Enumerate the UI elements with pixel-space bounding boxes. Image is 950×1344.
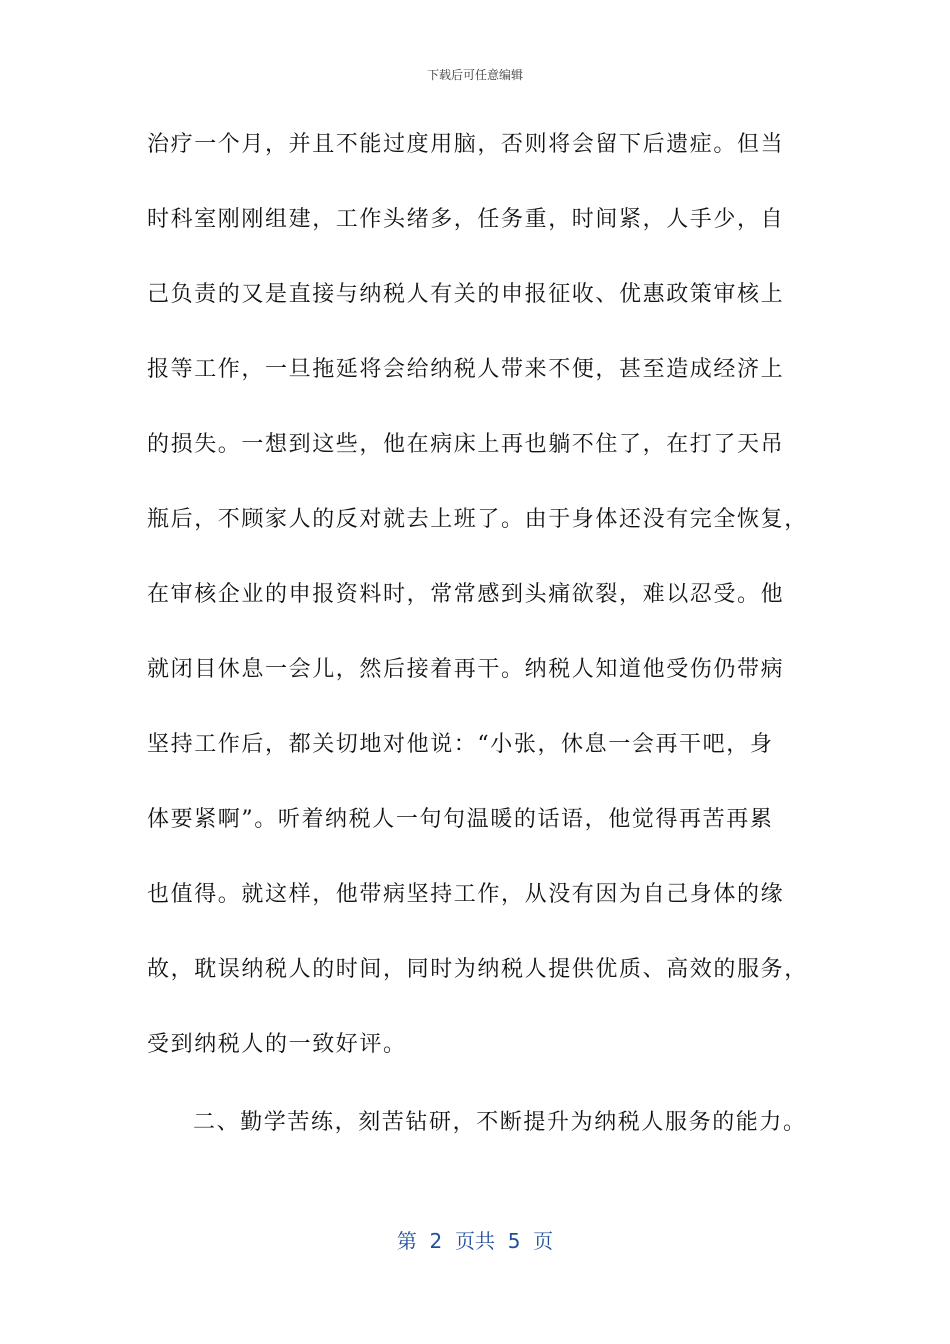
paragraph-line-10: 体要紧啊”。听着纳税人一句句温暖的话语，他觉得再苦再累 <box>147 807 774 832</box>
page-number-footer: 第 2 页共 5 页 <box>396 1229 554 1253</box>
paragraph-line-8: 就闭目休息一会儿，然后接着再干。纳税人知道他受伤仍带病 <box>147 657 785 682</box>
paragraph-line-6: 瓶后，不顾家人的反对就去上班了。由于身体还没有完全恢复， <box>147 507 808 532</box>
paragraph-line-7: 在审核企业的申报资料时，常常感到头痛欲裂，难以忍受。他 <box>147 582 785 607</box>
section-heading: 二、勤学苦练，刻苦钻研，不断提升为纳税人服务的能力。 <box>193 1110 807 1135</box>
paragraph-line-2: 时科室刚刚组建，工作头绪多，任务重，时间紧，人手少，自 <box>147 207 785 232</box>
document-body <box>147 118 827 1171</box>
paragraph-line-11: 也值得。就这样，他带病坚持工作，从没有因为自己身体的缘 <box>147 882 785 907</box>
paragraph-line-5: 的损失。一想到这些，他在病床上再也躺不住了，在打了天吊 <box>147 432 785 457</box>
paragraph-line-1: 治疗一个月，并且不能过度用脑，否则将会留下后遗症。但当 <box>147 132 785 157</box>
paragraph-line-4: 报等工作，一旦拖延将会给纳税人带来不便，甚至造成经济上 <box>147 357 785 382</box>
page-header: 下载后可任意编辑 <box>426 68 523 82</box>
paragraph-line-9: 坚持工作后，都关切地对他说：“小张，休息一会再干吧，身 <box>147 732 774 757</box>
paragraph-line-12: 故，耽误纳税人的时间，同时为纳税人提供优质、高效的服务， <box>147 957 808 982</box>
paragraph-line-3: 己负责的又是直接与纳税人有关的申报征收、优惠政策审核上 <box>147 282 785 307</box>
paragraph-line-13: 受到纳税人的一致好评。 <box>147 1032 407 1057</box>
